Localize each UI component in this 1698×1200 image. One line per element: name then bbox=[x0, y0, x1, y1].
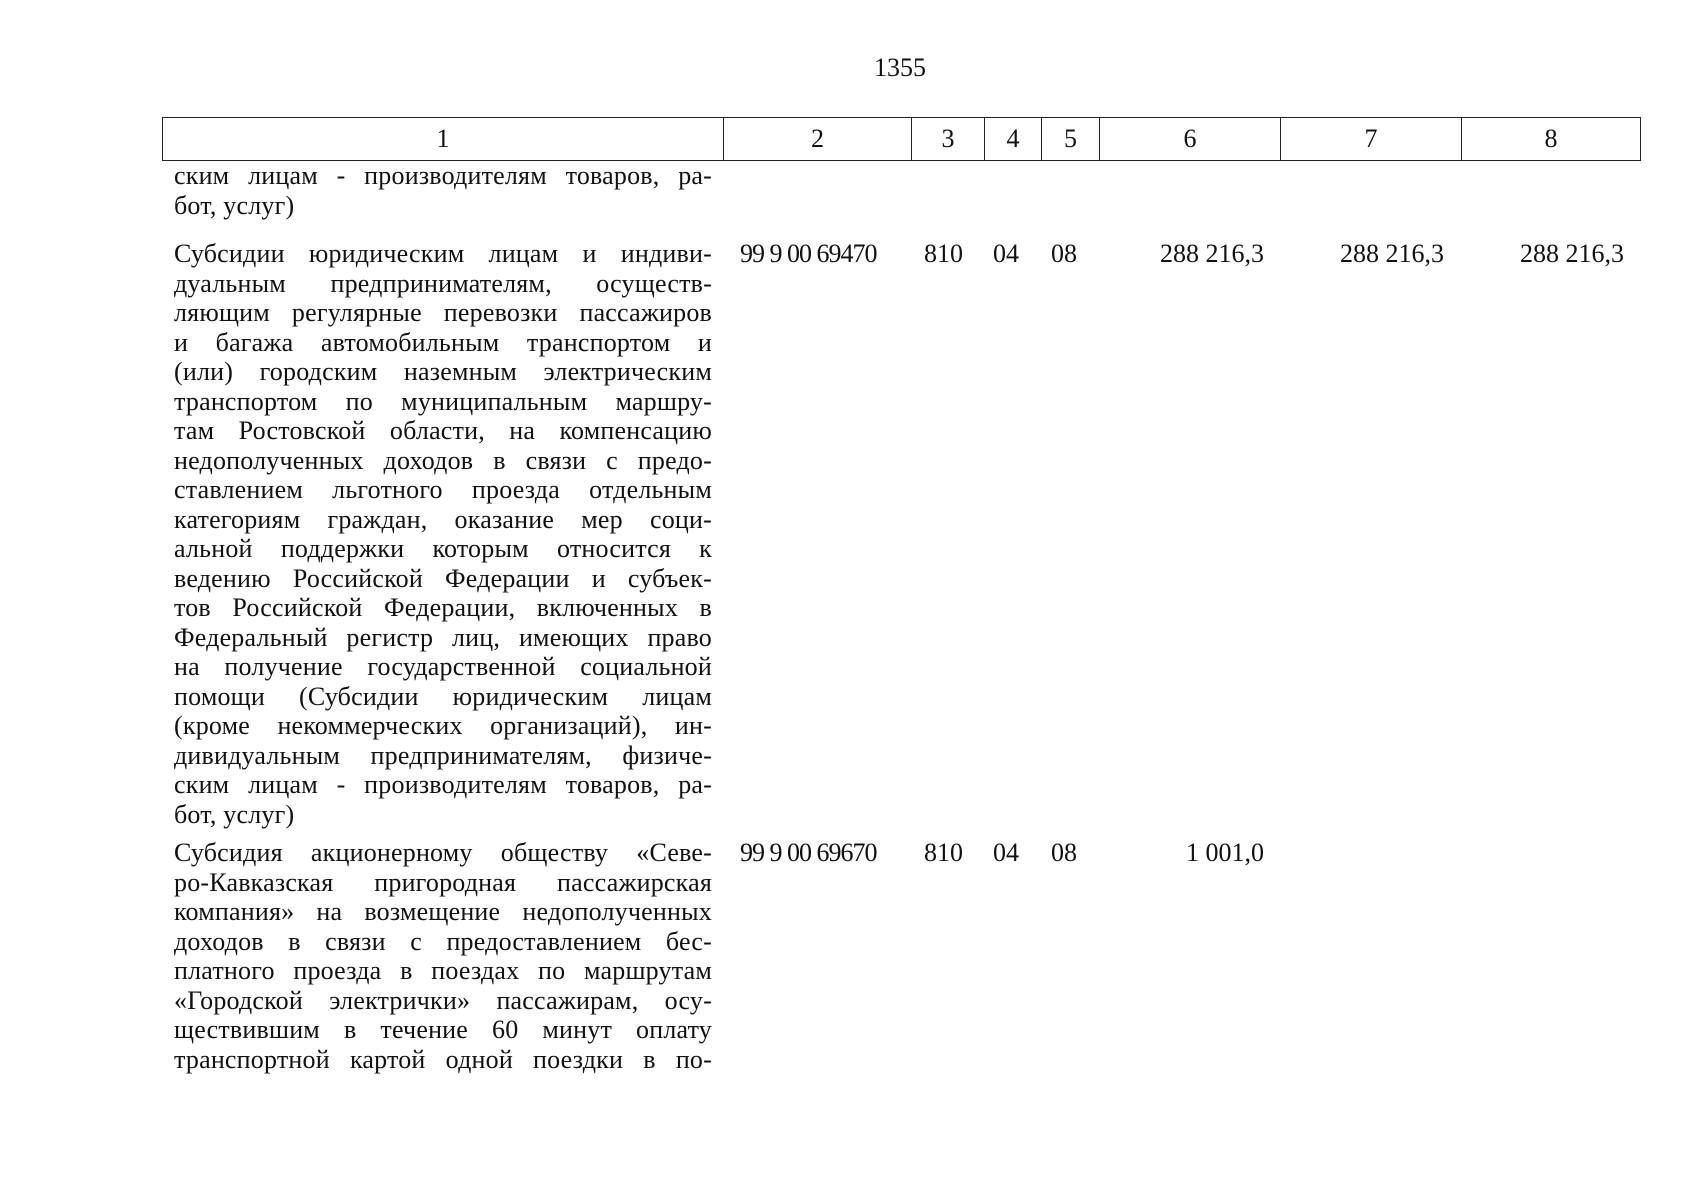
description-line: ским лицам - производителям товаров, ра- bbox=[174, 770, 712, 799]
header-col-8: 8 bbox=[1462, 118, 1641, 161]
table-row bbox=[0, 239, 1698, 829]
description-line: платного проезда в поездах по маршрутам bbox=[174, 956, 712, 985]
description-line: ро-Кавказская пригородная пассажирская bbox=[174, 867, 712, 897]
header-col-1: 1 bbox=[163, 118, 724, 161]
amount-year-3: 288 216,3 bbox=[1520, 239, 1624, 268]
description-line: категориям граждан, оказание мер соци- bbox=[174, 504, 712, 534]
description-line: дуальным предпринимателям, осуществ- bbox=[174, 268, 712, 298]
table-header bbox=[162, 117, 1641, 161]
description-line: «Городской электрички» пассажирам, осу- bbox=[174, 985, 712, 1015]
description-line: и багажа автомобильным транспортом и bbox=[174, 327, 712, 357]
description-line: бот, услуг) bbox=[174, 799, 295, 829]
description-line: (или) городским наземным электрическим bbox=[174, 357, 712, 386]
description-line: ведению Российской Федерации и субъек- bbox=[174, 563, 712, 593]
subsection-code: 08 bbox=[1051, 838, 1077, 867]
description-line: бот, услуг) bbox=[174, 190, 295, 220]
table-row bbox=[0, 161, 1698, 223]
header-col-4: 4 bbox=[985, 118, 1042, 161]
description-line: там Ростовской области, на компенсацию bbox=[174, 416, 712, 445]
table-body bbox=[0, 161, 1698, 1074]
description-line: ским лицам - производителям товаров, ра- bbox=[174, 161, 712, 190]
description-line: ставлением льготного проезда отдельным bbox=[174, 475, 712, 504]
section-code: 04 bbox=[993, 838, 1019, 867]
header-col-5: 5 bbox=[1042, 118, 1100, 161]
header-col-7: 7 bbox=[1281, 118, 1462, 161]
amount-year-1: 288 216,3 bbox=[1160, 239, 1264, 268]
description-line: Федеральный регистр лиц, имеющих право bbox=[174, 622, 712, 652]
subsection-code: 08 bbox=[1051, 239, 1077, 268]
row-description bbox=[174, 239, 712, 829]
expense-type: 810 bbox=[924, 838, 963, 867]
description-line: ляющим регулярные перевозки пассажиров bbox=[174, 298, 712, 327]
table-row bbox=[0, 838, 1698, 1078]
amount-year-2: 288 216,3 bbox=[1340, 239, 1444, 268]
header-col-6: 6 bbox=[1100, 118, 1281, 161]
description-line: тов Российской Федерации, включенных в bbox=[174, 593, 712, 622]
target-code: 99 9 00 69470 bbox=[740, 239, 877, 268]
section-code: 04 bbox=[993, 239, 1019, 268]
expense-type: 810 bbox=[924, 239, 963, 268]
header-col-3: 3 bbox=[912, 118, 985, 161]
description-line: (кроме некоммерческих организаций), ин- bbox=[174, 711, 712, 740]
description-line: на получение государственной социальной bbox=[174, 652, 712, 681]
description-line: транспортом по муниципальным маршру- bbox=[174, 386, 712, 416]
row-description bbox=[174, 838, 712, 1074]
description-line: дивидуальным предпринимателям, физиче- bbox=[174, 740, 712, 770]
description-line: недополученных доходов в связи с предо- bbox=[174, 445, 712, 475]
amount-year-1: 1 001,0 bbox=[1186, 838, 1264, 867]
description-line: Субсидия акционерному обществу «Севе- bbox=[174, 838, 712, 867]
description-line: ществившим в течение 60 минут оплату bbox=[174, 1015, 712, 1044]
row-description bbox=[174, 161, 712, 220]
page-number: 1355 bbox=[874, 53, 926, 82]
description-line: альной поддержки которым относится к bbox=[174, 534, 712, 563]
description-line: Субсидии юридическим лицам и индиви- bbox=[174, 239, 712, 268]
description-line: компания» на возмещение недополученных bbox=[174, 897, 712, 926]
target-code: 99 9 00 69670 bbox=[740, 838, 877, 867]
header-col-2: 2 bbox=[724, 118, 912, 161]
description-line: доходов в связи с предоставлением бес- bbox=[174, 926, 712, 956]
description-line: транспортной картой одной поездки в по- bbox=[174, 1044, 712, 1074]
description-line: помощи (Субсидии юридическим лицам bbox=[174, 681, 712, 711]
